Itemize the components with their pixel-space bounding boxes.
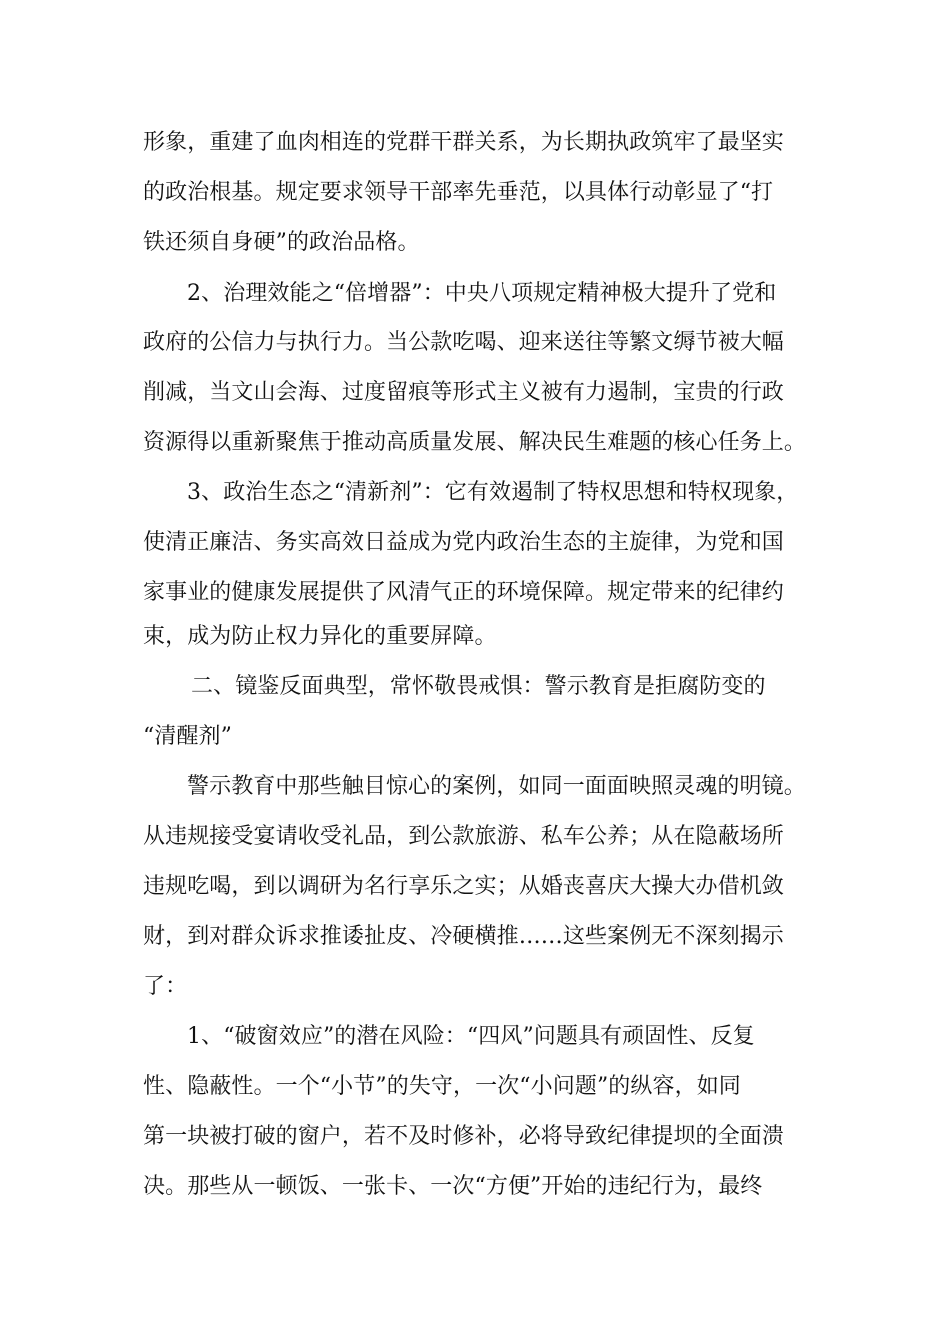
text-line: 3、政治生态之“清新剂”：它有效遏制了特权思想和特权现象， [187, 480, 799, 505]
text-line: 削减，当文山会海、过度留痕等形式主义被有力遏制，宝贵的行政 [143, 380, 784, 405]
text-line: 了： [143, 974, 188, 999]
text-line: 家事业的健康发展提供了风清气正的环境保障。规定带来的纪律约 [143, 580, 784, 605]
text-line: 资源得以重新聚焦于推动高质量发展、解决民生难题的核心任务上。 [143, 430, 807, 455]
text-line: 警示教育中那些触目惊心的案例，如同一面面映照灵魂的明镜。 [187, 774, 806, 799]
text-line: 形象，重建了血肉相连的党群干群关系，为长期执政筑牢了最坚实 [143, 130, 784, 155]
text-line: 从违规接受宴请收受礼品，到公款旅游、私车公养；从在隐蔽场所 [143, 824, 784, 849]
text-line: 束，成为防止权力异化的重要屏障。 [143, 624, 497, 649]
text-line: 使清正廉洁、务实高效日益成为党内政治生态的主旋律，为党和国 [143, 530, 784, 555]
text-line: 性、隐蔽性。一个“小节”的失守，一次“小问题”的纵容，如同 [143, 1074, 741, 1099]
text-line: 决。那些从一顿饭、一张卡、一次“方便”开始的违纪行为，最终 [143, 1174, 763, 1199]
section-heading: “清醒剂” [143, 724, 232, 749]
text-line: 违规吃喝，到以调研为名行享乐之实；从婚丧喜庆大操大办借机敛 [143, 874, 784, 899]
text-line: 财，到对群众诉求推诿扯皮、冷硬横推……这些案例无不深刻揭示 [143, 924, 784, 949]
text-line: 2、治理效能之“倍增器”：中央八项规定精神极大提升了党和 [187, 281, 777, 306]
text-line: 第一块被打破的窗户，若不及时修补，必将导致纪律提坝的全面溃 [143, 1124, 784, 1149]
text-line: 政府的公信力与执行力。当公款吃喝、迎来送往等繁文缛节被大幅 [143, 330, 784, 355]
section-heading: 二、镜鉴反面典型，常怀敬畏戒惧：警示教育是拒腐防变的 [191, 674, 766, 699]
text-line: 铁还须自身硬”的政治品格。 [143, 230, 420, 255]
text-line: 的政治根基。规定要求领导干部率先垂范，以具体行动彰显了“打 [143, 180, 774, 205]
text-line: 1、“破窗效应”的潜在风险：“四风”问题具有顽固性、反复 [187, 1024, 755, 1049]
